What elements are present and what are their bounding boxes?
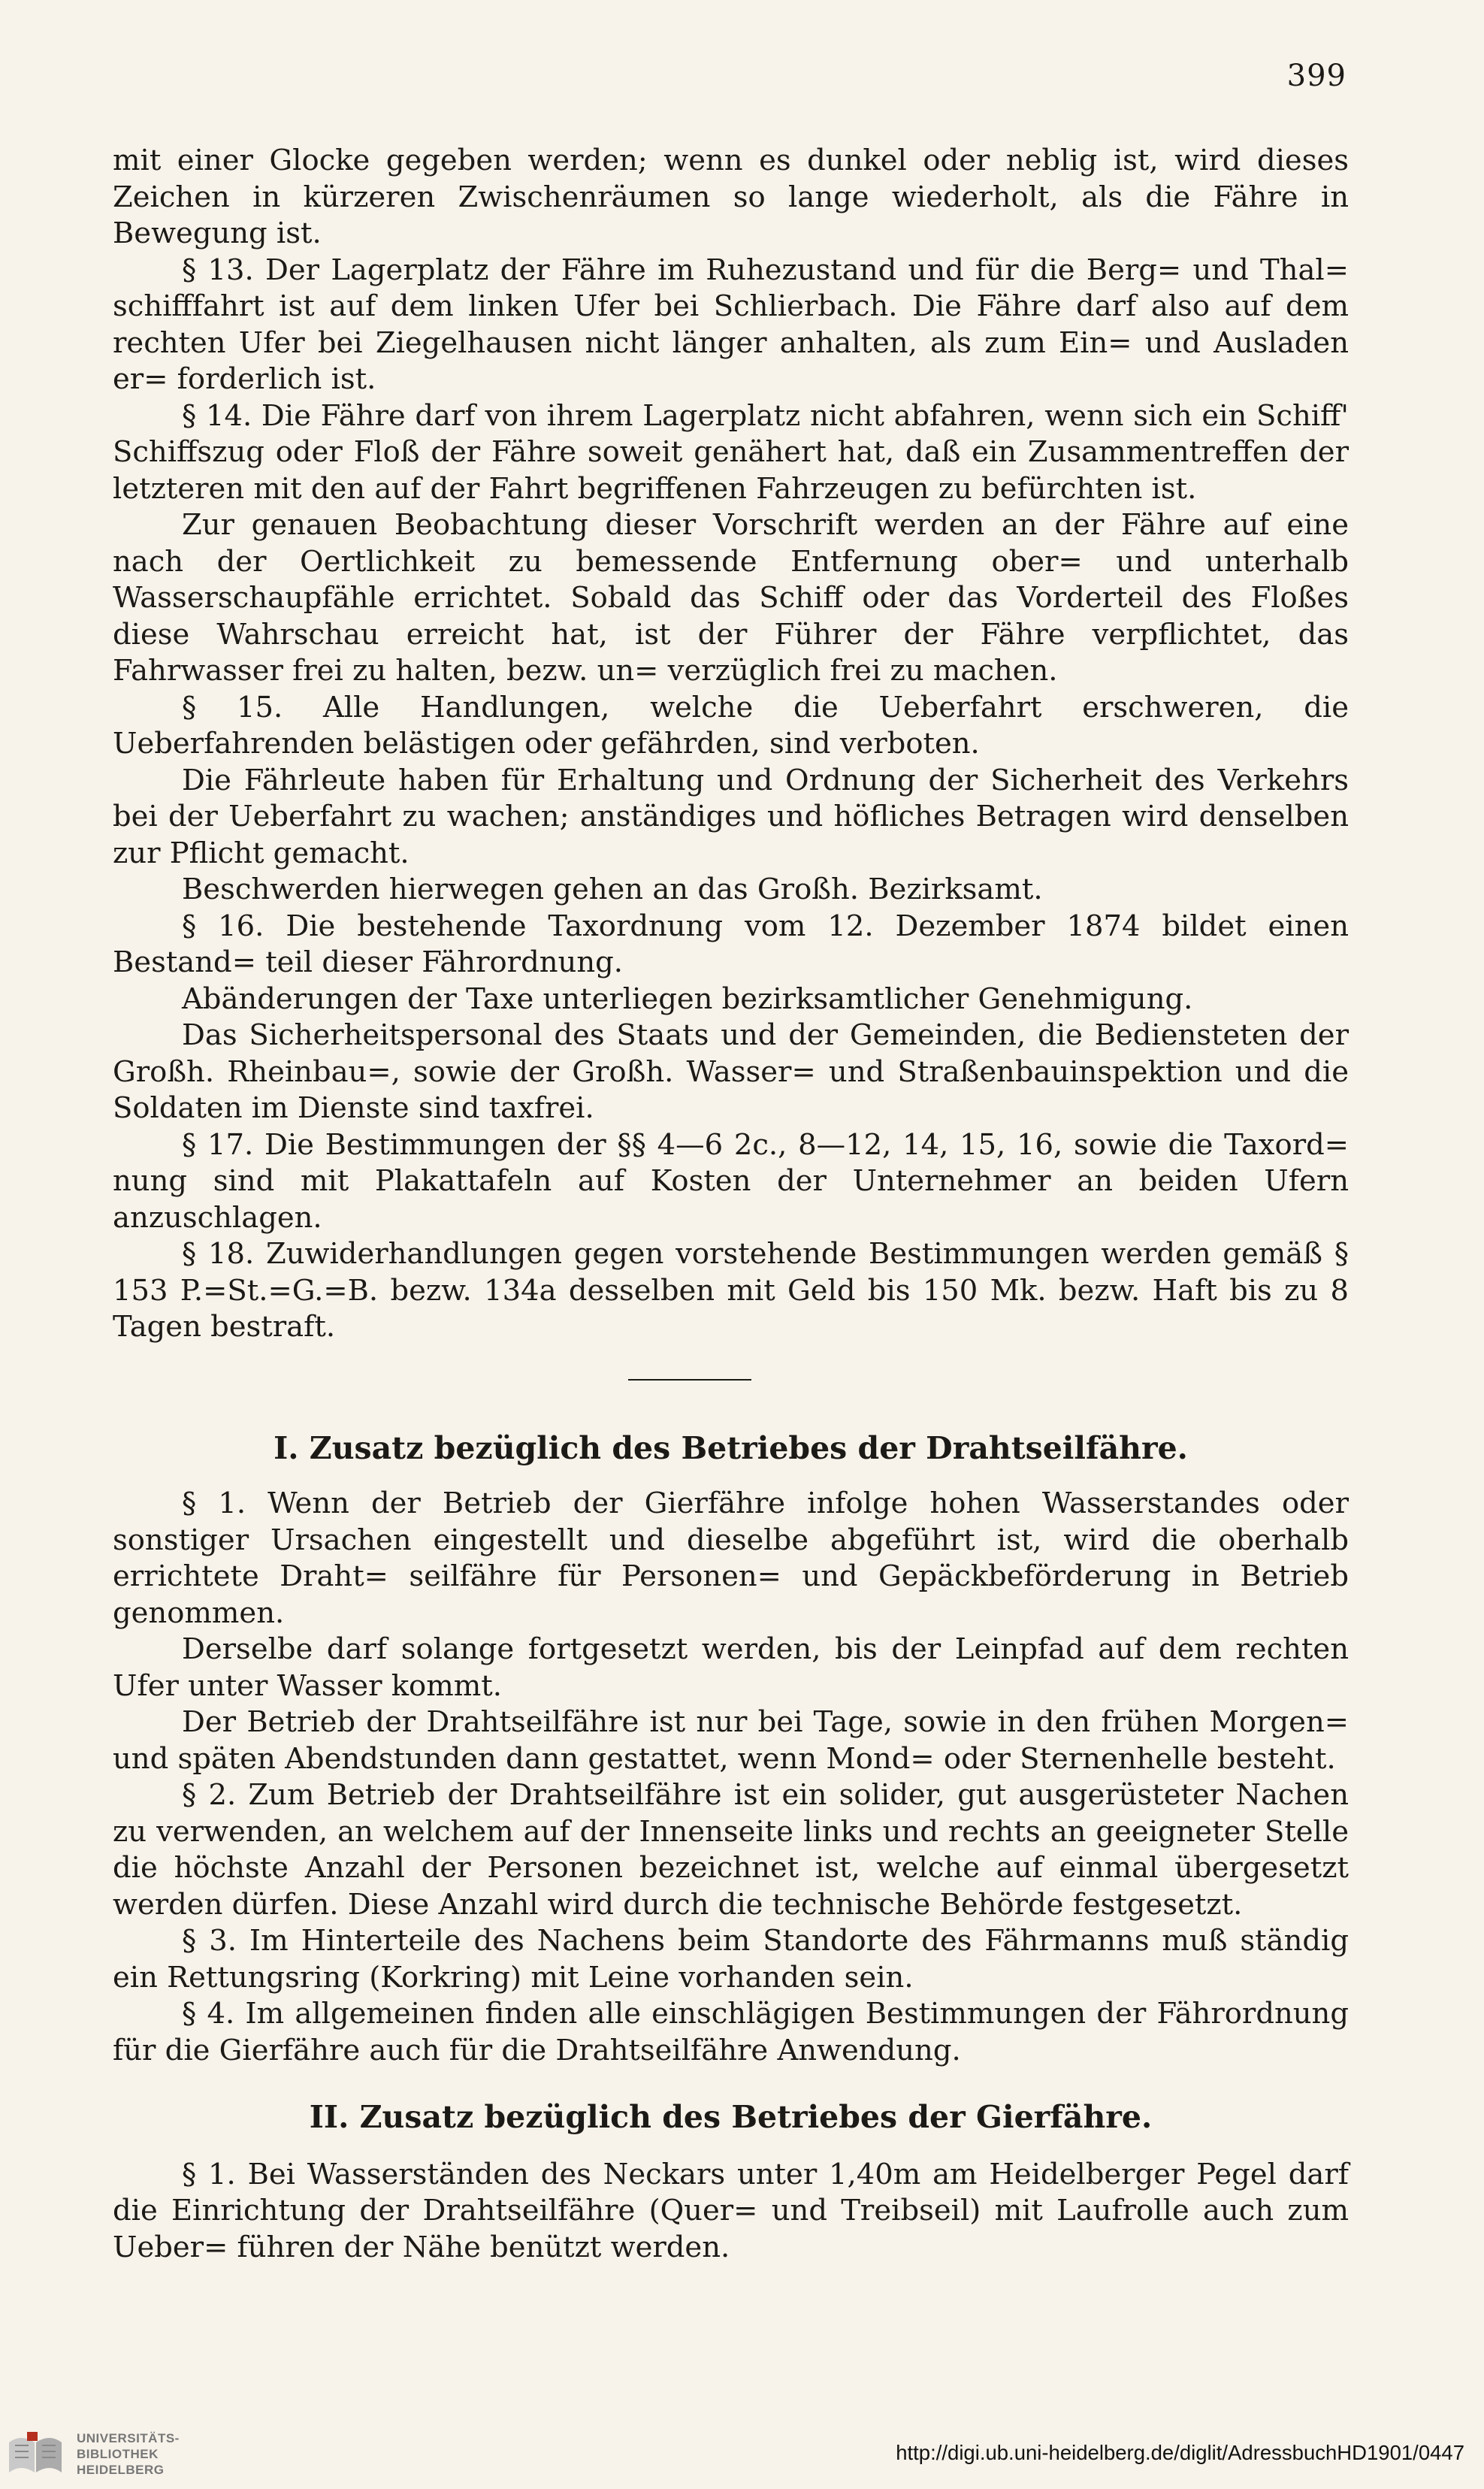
library-logo-icon: [5, 2426, 66, 2481]
page-body: [113, 143, 1349, 2266]
s1-paragraph-4: § 2. Zum Betrieb der Drahtseilfähre ist ein solider, gut ausgerüsteter Nachen zu verwenden, an welchem auf der Innenseite links und rechts an geeigneter Stelle die höchste Anzahl der Personen bezeichnet ist, welche auf einmal übergesetzt werden dürfen. Diese Anzahl wird durch die technische Behörde festgesetzt.: [113, 1778, 1349, 1922]
paragraph-section-18: § 18. Zuwiderhandlungen gegen vorstehende Bestimmungen werden gemäß § 153 P.=St.=G.=B. bezw. 134a desselben mit Geld bis 150 Mk. bezw. Haft bis zu 8 Tagen bestraft.: [113, 1237, 1349, 1344]
page-number: 399: [1286, 59, 1346, 93]
section-1-heading: I. Zusatz bezüglich des Betriebes der Drahtseilfähre.: [274, 1429, 1188, 1466]
paragraph-section-17: § 17. Die Bestimmungen der §§ 4—6 2c., 8—12, 14, 15, 16, sowie die Taxord= nung sind mit Plakattafeln auf Kosten der Unternehmer an beiden Ufern anzuschlagen.: [113, 1127, 1349, 1235]
paragraph-complaints: Beschwerden hierwegen gehen an das Großh. Bezirksamt.: [182, 873, 1043, 906]
paragraph-continuation: mit einer Glocke gegeben werden; wenn es dunkel oder neblig ist, wird dieses Zeichen in kürzeren Zwischenräumen so lange wiederholt, als die Fähre in Bewegung ist.: [113, 144, 1349, 250]
s2-paragraph-1: § 1. Bei Wasserständen des Neckars unter 1,40m am Heidelberger Pegel darf die Einrichtung der Drahtseilfähre (Quer= und Treibseil) mit Laufrolle auch zum Ueber= führen der Nähe benützt werden.: [113, 2157, 1349, 2264]
separator-line: [628, 1379, 751, 1381]
paragraph-tax-free: Das Sicherheitspersonal des Staats und der Gemeinden, die Bediensteten der Großh. Rheinbau=, sowie der Großh. Wasser= und Straßenbauinspektion und die Soldaten im Dienste sind taxfrei.: [113, 1018, 1349, 1125]
s1-paragraph-5: § 3. Im Hinterteile des Nachens beim Standorte des Fährmanns muß ständig ein Rettungsring (Korkring) mit Leine vorhanden sein.: [113, 1924, 1349, 1995]
paragraph-section-16: § 16. Die bestehende Taxordnung vom 12. Dezember 1874 bildet einen Bestand= teil dieser Fährordnung.: [113, 909, 1349, 979]
paragraph-section-15: § 15. Alle Handlungen, welche die Ueberfahrt erschweren, die Ueberfahrenden belästigen oder gefährden, sind verboten.: [113, 690, 1349, 761]
s1-paragraph-3: Der Betrieb der Drahtseilfähre ist nur bei Tage, sowie in den frühen Morgen= und späten Abendstunden dann gestattet, wenn Mond= oder Sternenhelle besteht.: [113, 1705, 1349, 1776]
footer: [0, 2418, 1484, 2489]
paragraph-section-14: § 14. Die Fähre darf von ihrem Lagerplatz nicht abfahren, wenn sich ein Schiff' Schiffszug oder Floß der Fähre soweit genähert hat, daß ein Zusammentreffen der letzteren mit den auf der Fahrt begriffenen Fahrzeugen zu befürchten ist.: [113, 398, 1349, 506]
s1-paragraph-1: § 1. Wenn der Betrieb der Gierfähre infolge hohen Wasserstandes oder sonstiger Ursachen eingestellt und dieselbe abgeführt ist, wird die oberhalb errichtete Draht= seilfähre für Personen= und Gepäckbeförderung in Betrieb genommen.: [113, 1486, 1349, 1630]
separator: [113, 1356, 1349, 1405]
source-url-link[interactable]: http://digi.ub.uni-heidelberg.de/diglit/AdressbuchHD1901/0447: [896, 2441, 1464, 2464]
paragraph-observation: Zur genauen Beobachtung dieser Vorschrift werden an der Fähre auf eine nach der Oertlichkeit zu bemessende Entfernung ober= und unterhalb Wasserschaupfähle errichtet. Sobald das Schiff oder das Vorderteil des Floßes diese Wahrschau erreicht hat, ist der Führer der Fähre verpflichtet, das Fahrwasser frei zu halten, bezw. un= verzüglich frei zu machen.: [113, 508, 1349, 688]
s1-paragraph-6: § 4. Im allgemeinen finden alle einschlägigen Bestimmungen der Fährordnung für die Gierfähre auch für die Drahtseilfähre Anwendung.: [113, 1997, 1349, 2067]
section-2-heading: II. Zusatz bezüglich des Betriebes der Gierfähre.: [309, 2099, 1153, 2135]
paragraph-section-13: § 13. Der Lagerplatz der Fähre im Ruhezustand und für die Berg= und Thal= schifffahrt ist auf dem linken Ufer bei Schlierbach. Die Fähre darf also auf dem rechten Ufer bei Ziegelhausen nicht länger anhalten, als zum Ein= und Ausladen er= forderlich ist.: [113, 253, 1349, 396]
paragraph-ferrymen: Die Fährleute haben für Erhaltung und Ordnung der Sicherheit des Verkehrs bei der Ueberfahrt zu wachen; anständiges und höfliches Betragen wird denselben zur Pflicht gemacht.: [113, 763, 1349, 870]
library-name: UNIVERSITÄTS- BIBLIOTHEK HEIDELBERG: [77, 2431, 180, 2477]
paragraph-tax-changes: Abänderungen der Taxe unterliegen bezirksamtlicher Genehmigung.: [182, 981, 1193, 1016]
s1-paragraph-2: Derselbe darf solange fortgesetzt werden, bis der Leinpfad auf dem rechten Ufer unter Wasser kommt.: [113, 1632, 1349, 1703]
